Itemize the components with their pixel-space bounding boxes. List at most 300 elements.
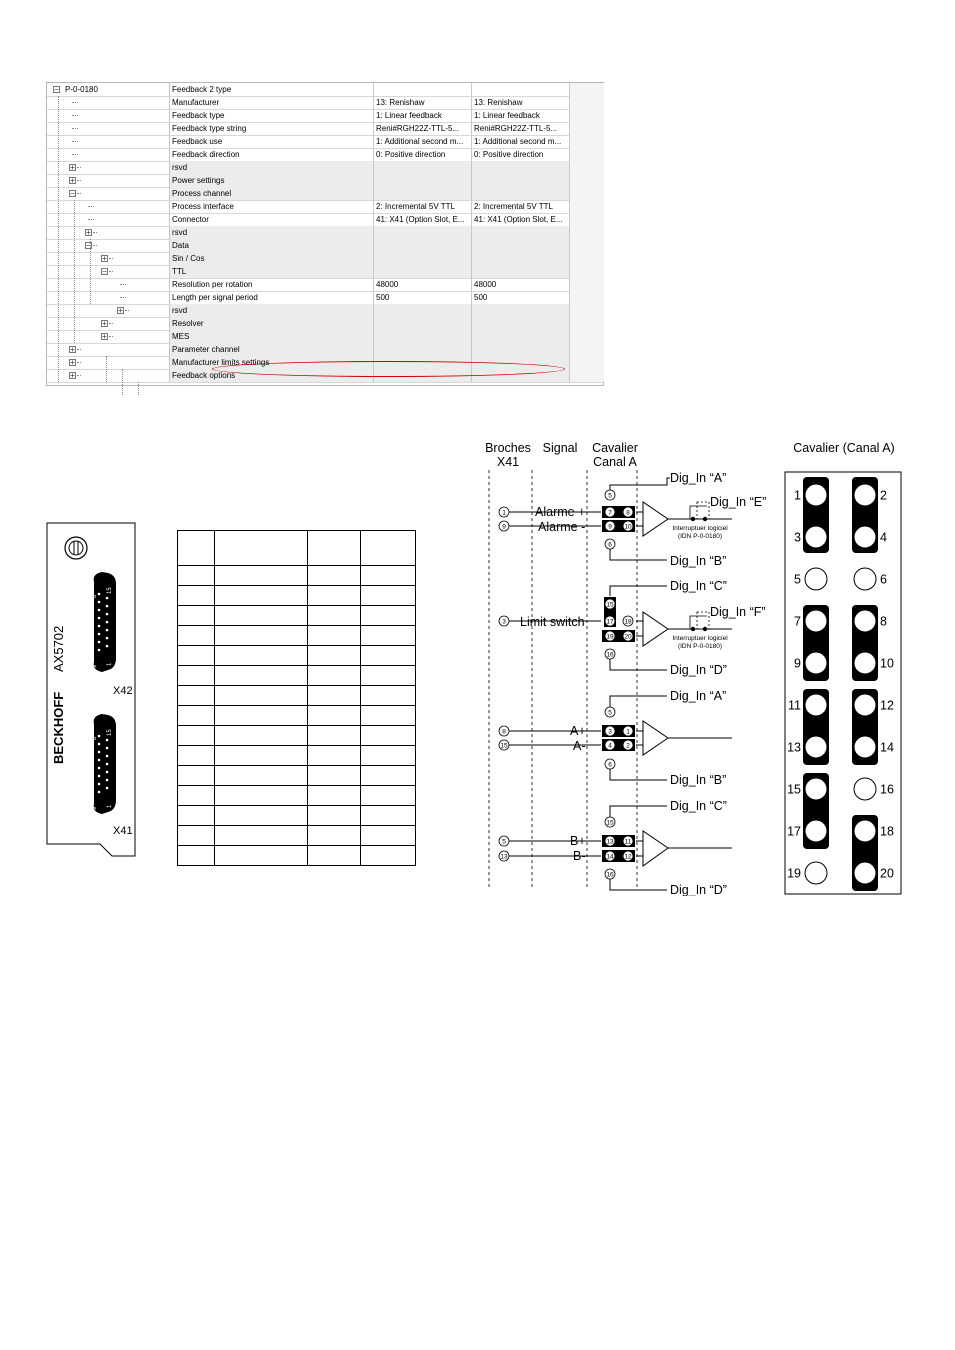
table-cell <box>178 531 215 566</box>
table-row <box>178 566 416 586</box>
grid-row[interactable] <box>47 83 603 97</box>
parameter-name: Feedback 2 type <box>169 83 373 96</box>
parameter-name: Power settings <box>169 174 373 187</box>
expand-icon[interactable]: + <box>70 371 75 380</box>
grid-row[interactable] <box>47 122 603 136</box>
expand-icon[interactable]: + <box>102 332 107 341</box>
jumper-pin-number: 15 <box>606 819 614 827</box>
jumper-pin-number: 2 <box>626 742 630 750</box>
table-cell <box>308 846 361 866</box>
parameter-name: TTL <box>169 265 373 278</box>
x41-pin-9: 9 <box>92 806 98 810</box>
tree-guide <box>74 200 75 343</box>
parameter-name: rsvd <box>169 161 373 174</box>
collapse-icon[interactable]: − <box>54 85 59 94</box>
parameter-value-2 <box>471 226 569 239</box>
x42-pin-15: 15 <box>107 587 113 594</box>
pin-assignment-table <box>177 530 416 866</box>
signal-b-plus: B+ <box>570 834 586 848</box>
parameter-value-2 <box>471 317 569 330</box>
tree-connector <box>93 232 97 233</box>
parameter-value-1: 500 <box>373 291 471 304</box>
grid-row[interactable] <box>47 278 603 292</box>
x42-pin-9: 9 <box>92 664 98 668</box>
tree-connector <box>77 180 81 181</box>
grid-row[interactable] <box>47 252 603 266</box>
table-cell <box>308 566 361 586</box>
spare-cell <box>569 148 604 161</box>
table-cell <box>361 531 416 566</box>
tree-connector <box>88 206 94 207</box>
jumper-position-number: 3 <box>794 530 801 545</box>
jumper-pin <box>623 851 633 861</box>
grid-row[interactable] <box>47 330 603 344</box>
brand-label: BECKHOFF <box>51 691 66 764</box>
parameter-name: Manufacturer <box>169 96 373 109</box>
table-cell <box>178 726 215 746</box>
table-cell <box>215 726 308 746</box>
spare-cell <box>569 161 604 174</box>
jumper-position-number: 12 <box>880 698 894 713</box>
table-cell <box>178 566 215 586</box>
parameter-value-2: 13: Renishaw <box>471 96 569 109</box>
dig-in-b-label-1: Dig_In “B” <box>670 554 727 568</box>
jumper-position-number: 1 <box>794 488 801 503</box>
switch-f-caption-2: (IDN P-0-0180) <box>677 643 723 650</box>
jumper-pin <box>605 539 615 549</box>
x41-pin-number: 8 <box>502 728 506 736</box>
table-cell <box>215 846 308 866</box>
table-cell <box>361 786 416 806</box>
jumper-position <box>854 484 876 506</box>
parameter-name: Data <box>169 239 373 252</box>
tree-cell <box>47 369 168 382</box>
parameter-tree-grid[interactable] <box>46 82 604 386</box>
table-cell <box>178 746 215 766</box>
parameter-value-2 <box>471 265 569 278</box>
jumper-position <box>854 694 876 716</box>
parameter-value-1: 41: X41 (Option Slot, E... <box>373 213 471 226</box>
table-cell <box>361 626 416 646</box>
software-switch-e <box>690 502 709 521</box>
jumper-pin-number: 6 <box>608 541 612 549</box>
jumper-position <box>854 862 876 884</box>
table-row <box>178 531 416 566</box>
jumper-pin-number: 1 <box>626 728 630 736</box>
jumper-pin-number: 5 <box>608 492 612 500</box>
jumper-position-number: 16 <box>880 782 894 797</box>
model-label: AX5702 <box>51 625 66 672</box>
ax5702-module-drawing <box>46 522 138 858</box>
dig-in-a-label-2: Dig_In “A” <box>670 689 727 703</box>
parameter-name: Process interface <box>169 200 373 213</box>
jumper-pin-number: 19 <box>606 633 614 641</box>
tree-cell <box>47 226 168 239</box>
jumper-position-number: 20 <box>880 866 894 881</box>
grid-row[interactable] <box>47 226 603 240</box>
table-cell <box>178 626 215 646</box>
jumper-position <box>854 652 876 674</box>
grid-row[interactable] <box>47 213 603 227</box>
jumper-position <box>805 526 827 548</box>
grid-row[interactable] <box>47 265 603 279</box>
parameter-value-2 <box>471 252 569 265</box>
parameter-value-1: 48000 <box>373 278 471 291</box>
jumper-position <box>805 610 827 632</box>
tree-cell <box>47 96 168 109</box>
parameter-value-1 <box>373 304 471 317</box>
table-cell <box>215 566 308 586</box>
jumper-pin-number: 11 <box>624 838 632 846</box>
parameter-value-2 <box>471 330 569 343</box>
tree-connector <box>93 245 97 246</box>
signal-b-minus: B- <box>573 849 586 863</box>
tree-cell <box>47 239 168 252</box>
jumper-pin <box>623 836 633 846</box>
jumper-pin-number: 20 <box>624 633 632 641</box>
jumper-position <box>805 736 827 758</box>
tree-connector <box>72 102 78 103</box>
parameter-value-2 <box>471 187 569 200</box>
parameter-name: Resolution per rotation <box>169 278 373 291</box>
spare-cell <box>569 343 604 356</box>
tree-guide <box>122 369 123 395</box>
grid-row[interactable] <box>47 187 603 201</box>
parameter-value-2 <box>471 161 569 174</box>
grid-row[interactable] <box>47 343 603 357</box>
table-row <box>178 726 416 746</box>
x41-connector-icon <box>94 714 116 814</box>
grid-row[interactable] <box>47 304 603 318</box>
table-row <box>178 706 416 726</box>
parameter-name: Feedback options <box>169 369 373 382</box>
table-cell <box>361 726 416 746</box>
collapse-icon[interactable]: − <box>102 267 107 276</box>
parameter-value-1: Reni#RGH22Z-TTL-5... <box>373 122 471 135</box>
parameter-name: rsvd <box>169 304 373 317</box>
parameter-name: Resolver <box>169 317 373 330</box>
parameter-name: Parameter channel <box>169 343 373 356</box>
tree-connector <box>77 167 81 168</box>
tree-connector <box>88 219 94 220</box>
header-cavalier-canal-a: Cavalier (Canal A) <box>793 441 895 455</box>
grid-row[interactable] <box>47 239 603 253</box>
jumper-position-number: 4 <box>880 530 887 545</box>
table-cell <box>361 646 416 666</box>
table-row <box>178 646 416 666</box>
x41-pin-number: 3 <box>502 618 506 626</box>
grid-row[interactable] <box>47 161 603 175</box>
parameter-value-1: 0: Positive direction <box>373 148 471 161</box>
grid-row[interactable] <box>47 135 603 149</box>
switch-e-caption-2: (IDN P-0-0180) <box>677 533 723 540</box>
table-cell <box>178 646 215 666</box>
parameter-name: Manufacturer limits settings <box>169 356 373 369</box>
jumper-position <box>854 526 876 548</box>
parameter-value-2: 48000 <box>471 278 569 291</box>
table-cell <box>308 826 361 846</box>
parameter-value-1 <box>373 239 471 252</box>
jumper-position-number: 9 <box>794 656 801 671</box>
spare-cell <box>569 369 604 382</box>
expand-icon[interactable]: + <box>118 306 123 315</box>
parameter-value-1 <box>373 330 471 343</box>
expand-icon[interactable]: + <box>70 358 75 367</box>
x41-pin-1: 1 <box>107 804 113 808</box>
table-cell <box>361 606 416 626</box>
table-cell <box>361 686 416 706</box>
table-cell <box>361 806 416 826</box>
parameter-value-1: 1: Linear feedback <box>373 109 471 122</box>
table-cell <box>178 686 215 706</box>
grid-row[interactable] <box>47 174 603 188</box>
table-cell <box>178 786 215 806</box>
software-switch-f <box>690 612 709 631</box>
table-cell <box>308 786 361 806</box>
table-cell <box>215 766 308 786</box>
spare-cell <box>569 317 604 330</box>
expand-icon[interactable]: + <box>86 228 91 237</box>
parameter-value-2: 2: Incremental 5V TTL <box>471 200 569 213</box>
parameter-value-2 <box>471 239 569 252</box>
table-cell <box>178 586 215 606</box>
tree-connector <box>120 297 126 298</box>
spare-cell <box>569 96 604 109</box>
parameter-value-2: 1: Additional second m... <box>471 135 569 148</box>
spare-cell <box>569 174 604 187</box>
jumper-position-number: 10 <box>880 656 894 671</box>
x42-connector-icon <box>94 572 116 672</box>
tree-connector <box>109 271 113 272</box>
expand-icon[interactable]: + <box>70 163 75 172</box>
pin-circles <box>499 490 635 879</box>
jumper-position-number: 6 <box>880 572 887 587</box>
parameter-value-2: 1: Linear feedback <box>471 109 569 122</box>
table-cell <box>308 646 361 666</box>
jumper-pin <box>605 836 615 846</box>
jumper-position-number: 11 <box>788 698 801 713</box>
parameter-name: Process channel <box>169 187 373 200</box>
switch-e-caption-1: Interruptuer logiciel <box>672 525 728 532</box>
tree-cell <box>47 122 168 135</box>
parameter-value-2: 41: X41 (Option Slot, E... <box>471 213 569 226</box>
jumper-pin <box>623 726 633 736</box>
table-row <box>178 586 416 606</box>
x41-pin-number: 15 <box>500 742 508 750</box>
jumper-pin-number: 6 <box>608 761 612 769</box>
dig-in-f-label: Dig_In “F” <box>710 605 766 619</box>
jumper-pin <box>605 649 615 659</box>
jumper-pin-number: 18 <box>624 618 632 626</box>
jumper-position-number: 15 <box>787 782 801 797</box>
jumper-position-number: 5 <box>794 572 801 587</box>
tree-cell <box>47 174 168 187</box>
tree-cell <box>47 109 168 122</box>
table-cell <box>178 606 215 626</box>
jumper-position-number: 17 <box>787 824 801 839</box>
tree-cell <box>47 213 168 226</box>
tree-cell <box>47 343 168 356</box>
parameter-value-1 <box>373 226 471 239</box>
parameter-value-2 <box>471 83 569 96</box>
expand-icon[interactable]: + <box>102 254 107 263</box>
jumper-pin <box>605 616 615 626</box>
tree-cell <box>47 278 168 291</box>
tree-connector <box>72 115 78 116</box>
x41-pin-number: 1 <box>502 509 506 517</box>
table-cell <box>215 686 308 706</box>
table-cell <box>361 826 416 846</box>
tree-connector <box>120 284 126 285</box>
table-cell <box>215 626 308 646</box>
grid-row[interactable] <box>47 109 603 123</box>
x41-pin <box>499 836 509 846</box>
parameter-value-2: 0: Positive direction <box>471 148 569 161</box>
jumper-position-number: 18 <box>880 824 894 839</box>
table-cell <box>308 806 361 826</box>
jumper-pin <box>605 599 615 609</box>
dig-in-d-label-2: Dig_In “D” <box>670 883 727 896</box>
table-row <box>178 666 416 686</box>
tree-connector <box>109 336 113 337</box>
table-cell <box>308 706 361 726</box>
jumper-pin-number: 16 <box>606 871 614 879</box>
table-cell <box>178 766 215 786</box>
table-cell <box>361 766 416 786</box>
jumper-position <box>805 652 827 674</box>
dig-in-d-label-1: Dig_In “D” <box>670 663 727 677</box>
tree-cell <box>47 304 168 317</box>
x41-pin <box>499 507 509 517</box>
jumper-position-number: 14 <box>880 740 894 755</box>
parameter-value-2 <box>471 343 569 356</box>
tree-connector <box>125 310 129 311</box>
jumper-position-number: 7 <box>794 614 801 629</box>
jumper-position <box>854 568 876 590</box>
table-cell <box>308 766 361 786</box>
jumper-position <box>854 610 876 632</box>
parameter-id: P-0-0180 <box>65 85 98 94</box>
table-row <box>178 766 416 786</box>
parameter-value-1 <box>373 83 471 96</box>
jumper-pin <box>623 616 633 626</box>
tree-cell <box>47 330 168 343</box>
parameter-value-2: Reni#RGH22Z-TTL-5... <box>471 122 569 135</box>
header-signal: Signal <box>542 441 578 455</box>
table-cell <box>308 586 361 606</box>
expand-icon[interactable]: + <box>70 176 75 185</box>
table-cell <box>361 846 416 866</box>
tree-cell <box>47 252 168 265</box>
tree-connector <box>77 362 81 363</box>
spare-cell <box>569 135 604 148</box>
parameter-name: Length per signal period <box>169 291 373 304</box>
collapse-icon[interactable]: − <box>86 241 91 250</box>
jumper-position <box>805 568 827 590</box>
jumper-position-number: 13 <box>787 740 801 755</box>
tree-connector <box>72 128 78 129</box>
jumper-pin-number: 10 <box>624 523 632 531</box>
spare-cell <box>569 122 604 135</box>
jumper-position-number: 8 <box>880 614 887 629</box>
dig-in-e-label: Dig_In “E” <box>710 495 767 509</box>
grid-row[interactable] <box>47 291 603 305</box>
parameter-value-2 <box>471 174 569 187</box>
table-row <box>178 826 416 846</box>
table-cell <box>178 806 215 826</box>
signal-a-minus: A- <box>573 739 586 753</box>
header-cavalier: Cavalier <box>592 441 638 455</box>
x41-pin <box>499 740 509 750</box>
table-cell <box>215 666 308 686</box>
x41-pin-15: 15 <box>107 729 113 736</box>
expand-icon[interactable]: + <box>70 345 75 354</box>
collapse-icon[interactable]: − <box>70 189 75 198</box>
expand-icon[interactable]: + <box>102 319 107 328</box>
parameter-value-2 <box>471 304 569 317</box>
tree-cell <box>47 291 168 304</box>
table-cell <box>215 531 308 566</box>
jumper-pin <box>605 707 615 717</box>
spare-cell <box>569 252 604 265</box>
table-cell <box>178 846 215 866</box>
jumper-pin <box>605 507 615 517</box>
signal-a-plus: A+ <box>570 724 586 738</box>
tree-cell <box>47 135 168 148</box>
table-cell <box>178 706 215 726</box>
jumper-position <box>854 778 876 800</box>
parameter-name: Feedback direction <box>169 148 373 161</box>
tree-cell <box>47 317 168 330</box>
grid-row[interactable] <box>47 200 603 214</box>
jumper-pin-number: 8 <box>626 509 630 517</box>
tree-connector <box>109 258 113 259</box>
parameter-name: Feedback use <box>169 135 373 148</box>
spare-cell <box>569 187 604 200</box>
jumper-position <box>854 820 876 842</box>
jumper-pin-number: 12 <box>624 853 632 861</box>
jumper-pin-number: 3 <box>608 728 612 736</box>
grid-row[interactable] <box>47 317 603 331</box>
jumper-pin <box>605 490 615 500</box>
switch-f-caption-1: Interruptuer logiciel <box>672 635 728 642</box>
parameter-value-1 <box>373 317 471 330</box>
table-cell <box>215 606 308 626</box>
signal-alarme-minus: Alarme - <box>538 520 586 534</box>
jumper-position <box>805 778 827 800</box>
jumper-pin <box>605 740 615 750</box>
jumper-position-number: 2 <box>880 488 887 503</box>
table-cell <box>215 746 308 766</box>
table-cell <box>361 746 416 766</box>
header-broches: Broches <box>485 441 531 455</box>
tree-cell <box>47 83 168 96</box>
jumper-pin-number: 15 <box>606 601 614 609</box>
grid-row[interactable] <box>47 96 603 110</box>
table-cell <box>308 746 361 766</box>
x41-pin-number: 13 <box>500 853 508 861</box>
x41-pin <box>499 851 509 861</box>
table-cell <box>308 666 361 686</box>
jumper-pin <box>623 507 633 517</box>
spare-cell <box>569 226 604 239</box>
table-cell <box>308 606 361 626</box>
table-cell <box>215 706 308 726</box>
tree-guide <box>58 96 59 382</box>
grid-row[interactable] <box>47 148 603 162</box>
tree-connector <box>77 193 81 194</box>
parameter-value-2: 500 <box>471 291 569 304</box>
